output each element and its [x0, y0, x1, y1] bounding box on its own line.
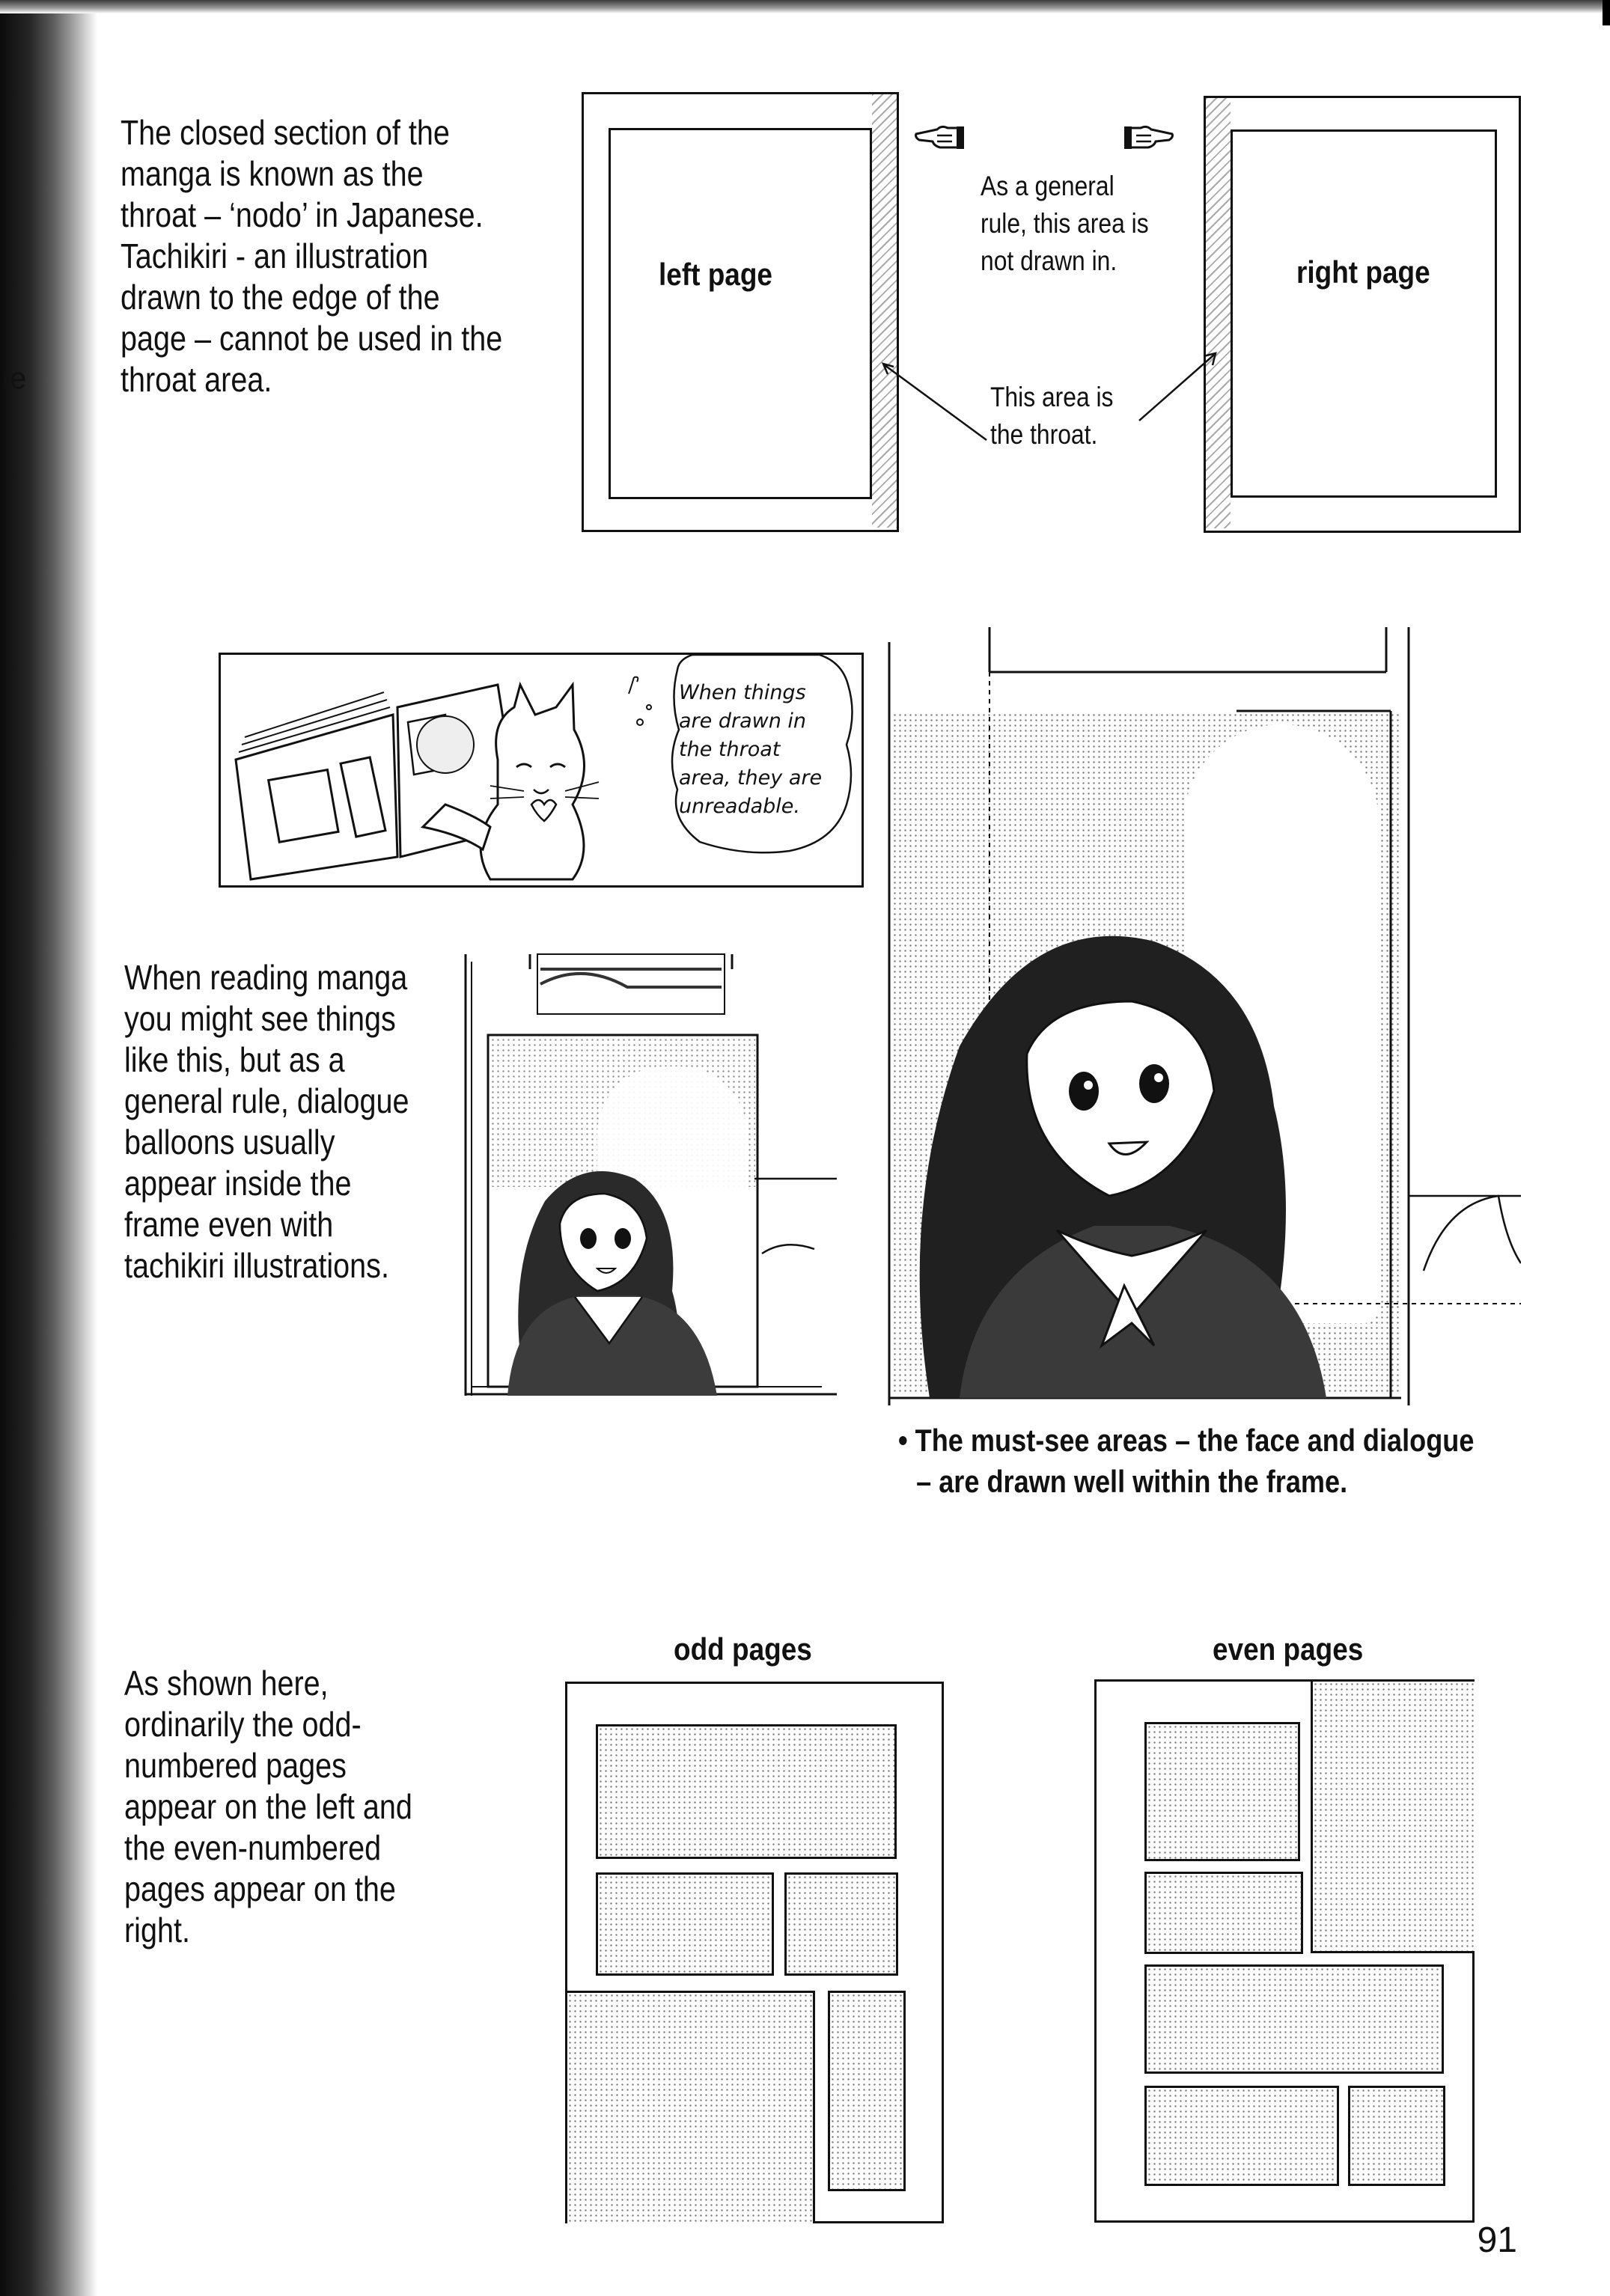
page-order-paragraph	[124, 1663, 412, 1951]
caption-line: – are drawn well within the frame.	[916, 1464, 1348, 1499]
throat-diagram	[576, 88, 1521, 537]
balloon-line: When things	[679, 681, 806, 704]
paragraph-line: pages appear on the	[124, 1869, 396, 1908]
book-spine-shadow	[0, 0, 97, 2296]
paragraph-line: When reading manga	[124, 958, 408, 997]
caption-line: • The must-see areas – the face and dialogue	[898, 1423, 1475, 1458]
paragraph-line: page – cannot be used in the	[121, 319, 503, 358]
balloon-line: the throat	[679, 738, 781, 761]
paragraph-line: ordinarily the odd-	[124, 1705, 362, 1744]
odd-panel	[784, 1872, 898, 1976]
even-pages-layout	[1094, 1679, 1475, 2223]
right-page-label: right page	[1296, 254, 1430, 290]
paragraph-line: appear inside the	[124, 1164, 352, 1203]
balloons-paragraph	[124, 957, 409, 1286]
odd-panel	[596, 1872, 774, 1976]
paragraph-line: The closed section of the	[121, 113, 450, 152]
cut-off-edge-text: ıe	[1, 362, 27, 395]
paragraph-line: like this, but as a	[124, 1040, 345, 1079]
balloon-line: area, they are	[679, 766, 823, 790]
paragraph-line: Tachikiri - an illustration	[121, 236, 429, 275]
odd-pages-layout	[565, 1682, 944, 2223]
balloon-line: are drawn in	[679, 709, 807, 733]
paragraph-line: As shown here,	[124, 1664, 329, 1703]
even-panel	[1144, 2086, 1339, 2186]
comic-panel-cat	[219, 653, 864, 888]
odd-panel	[828, 1991, 906, 2191]
large-girl-panel	[885, 627, 1521, 1405]
odd-panel-bleed	[567, 1991, 815, 2223]
odd-panel	[596, 1724, 897, 1859]
paragraph-line: frame even with	[124, 1205, 334, 1244]
paragraph-line: general rule, dialogue	[124, 1081, 409, 1120]
note-line: not drawn in.	[981, 245, 1117, 276]
paragraph-line: you might see things	[124, 999, 396, 1038]
odd-pages-label: odd pages	[674, 1631, 812, 1667]
throat-explanation-paragraph	[121, 112, 502, 400]
even-panel	[1348, 2086, 1445, 2186]
paragraph-line: right.	[124, 1911, 190, 1950]
balloon-line: unreadable.	[679, 795, 800, 818]
page-number: 91	[1477, 2220, 1517, 2260]
throat-arrows	[576, 88, 1521, 537]
paragraph-line: drawn to the edge of the	[121, 278, 440, 317]
paragraph-line: tachikiri illustrations.	[124, 1246, 389, 1285]
note-line: the throat.	[990, 419, 1098, 450]
even-panel	[1144, 1964, 1444, 2074]
paragraph-line: numbered pages	[124, 1746, 347, 1785]
must-see-caption	[898, 1420, 1474, 1502]
paragraph-line: manga is known as the	[121, 154, 424, 193]
even-panel-bleed	[1311, 1682, 1475, 1953]
left-page-label: left page	[659, 257, 772, 292]
paragraph-line: throat – ‘nodo’ in Japanese.	[121, 195, 484, 234]
corner-mark	[1603, 0, 1610, 25]
speech-balloon-text	[679, 679, 822, 821]
even-panel	[1144, 1872, 1303, 1954]
even-panel	[1144, 1722, 1300, 1861]
note-line: As a general	[981, 171, 1115, 201]
top-edge-shadow	[0, 0, 1610, 13]
paragraph-line: throat area.	[121, 360, 272, 399]
paragraph-line: appear on the left and	[124, 1787, 412, 1826]
even-pages-label: even pages	[1213, 1631, 1364, 1667]
paragraph-line: the even-numbered	[124, 1828, 382, 1867]
small-girl-illustration	[463, 954, 837, 1396]
note-line: This area is	[990, 382, 1114, 412]
note-line: rule, this area is	[981, 208, 1149, 239]
paragraph-line: balloons usually	[124, 1123, 335, 1161]
